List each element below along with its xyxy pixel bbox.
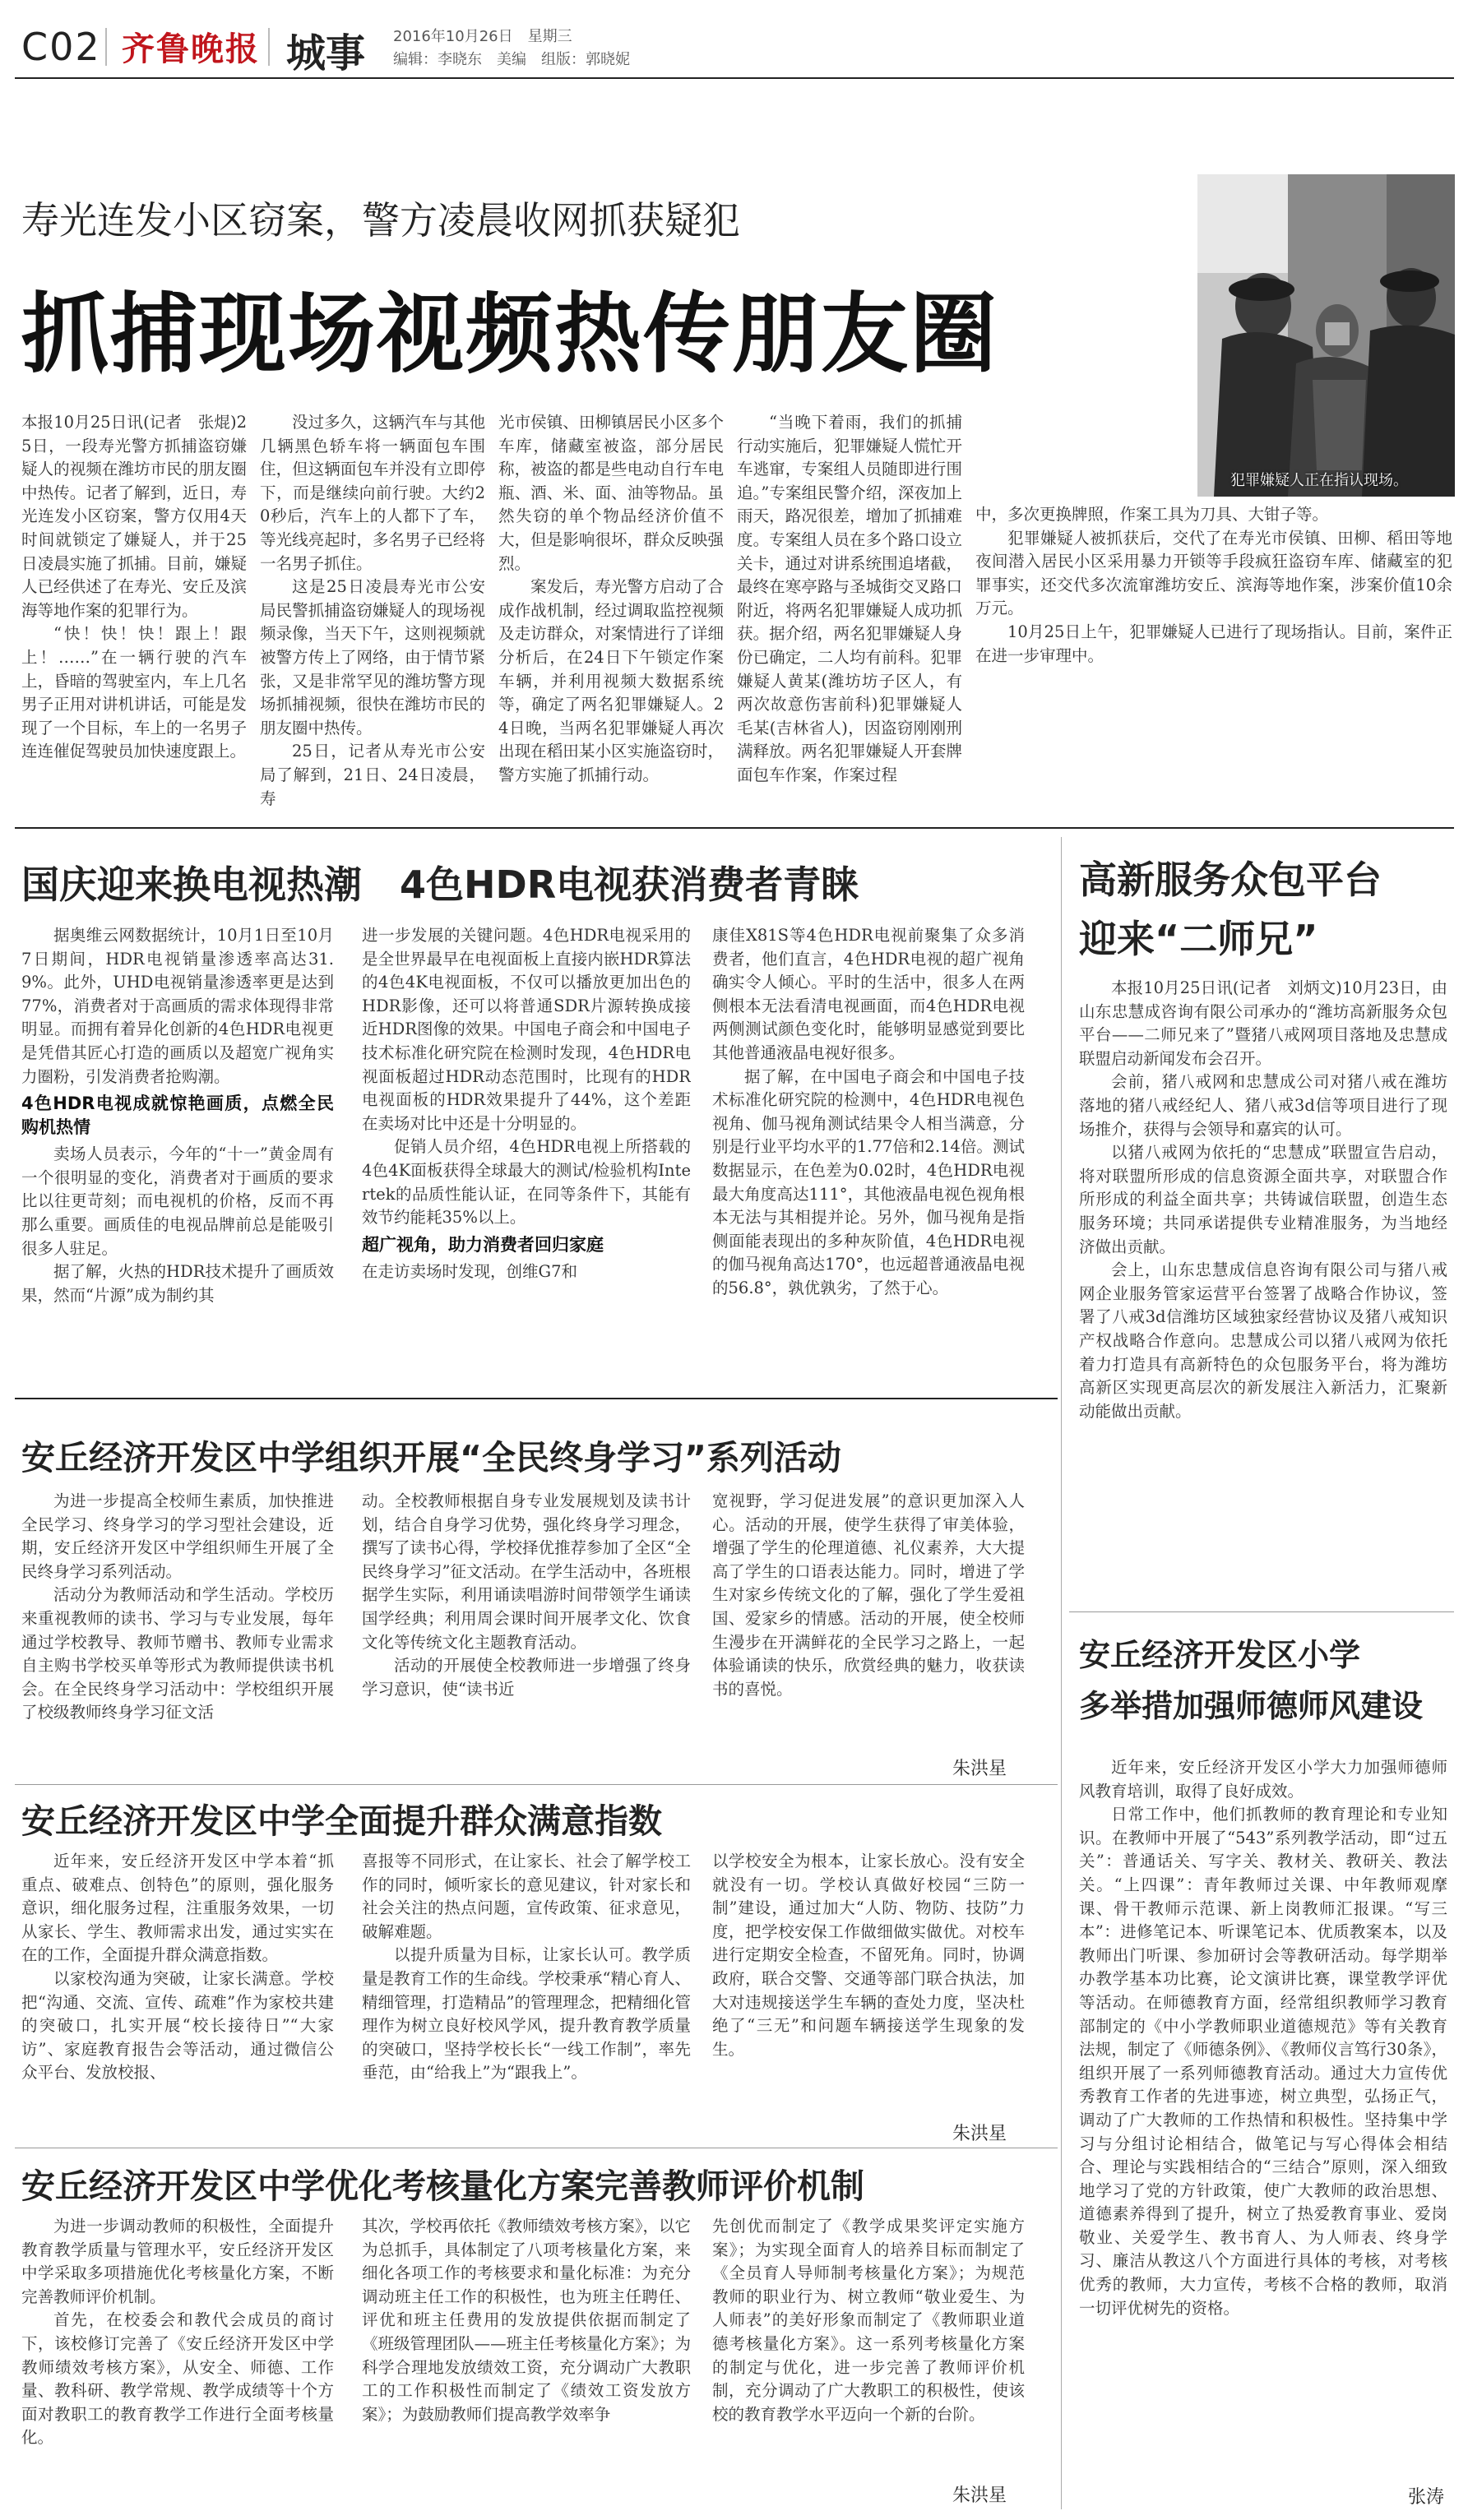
issue-date: 2016年10月26日 星期三	[393, 28, 572, 45]
paragraph: 案发后，寿光警方启动了合成作战机制，经过调取监控视频及走访群众，对案情进行了详细分析后，在24日下午锁定作案车辆，并利用视频大数据系统等，确定了两名犯罪嫌疑人。24日晚，当两名犯罪嫌疑人再次出现在稻田某小区实施盗窃时，警方实施了抓捕行动。	[498, 577, 724, 784]
paragraph: 会上，山东忠慧成信息咨询有限公司与猪八戒网企业服务管家运营平台签署了战略合作协议，签署了八戒3d信潍坊区域独家经营协议及猪八戒知识产权战略合作意向。忠慧成公司以猪八戒网为依托着力打造具有高新特色的众包服务平台，将为潍坊高新区实现更高层次的新发展注入新活力，汇聚新动能做出贡献。	[1079, 1260, 1447, 1421]
tv-column-3	[712, 924, 1025, 1385]
learn-headline: 安丘经济开发区中学组织开展“全民终身学习”系列活动	[21, 1438, 841, 1477]
paragraph: 以学校安全为根本，让家长放心。没有安全就没有一切。学校认真做好校园“三防一制”建设，通过加大“人防、物防、技防”力度，把学校安保工作做细做实做优。对校车进行定期安全检查，不留死角。同时，协调政府，联合交警、交通等部门联合执法，加大对违规接送学生车辆的查处力度，坚决杜绝了“三无”和问题车辆接送学生现象的发生。	[712, 1852, 1025, 2059]
paragraph: 据奥维云网数据统计，10月1日至10月7日期间，HDR电视销量渗透率高达31.9%。此外，UHD电视销量渗透率更是达到77%，消费者对于高画质的需求体现得非常明显。而拥有着异化创新的4色HDR电视更是凭借其匠心打造的画质以及超宽广视角实力圈粉，引发消费者抢购潮。	[21, 926, 334, 1086]
paragraph: 据了解，火热的HDR技术提升了画质效果，然而“片源”成为制约其	[21, 1262, 334, 1305]
sidebar-rule	[1069, 1611, 1454, 1612]
satisfy-column-3	[712, 1850, 1025, 2134]
lead-column-2	[260, 411, 485, 814]
learn-column-3	[712, 1490, 1025, 1773]
paragraph: 活动的开展使全校教师进一步增强了终身学习意识，使“读书近	[362, 1656, 691, 1699]
tv-column-2	[362, 924, 691, 1385]
column-separator	[1061, 837, 1062, 2509]
photo-caption: 犯罪嫌疑人正在指认现场。	[1230, 472, 1408, 489]
paragraph: 据了解，在中国电子商会和中国电子技术标准化研究院的检测中，4色HDR电视色视角、伽马视角测试结果令人相当满意，分别是行业平均水平的1.77倍和2.14倍。测试数据显示，在色差为0.02时，4色HDR电视最大角度高达111°，其他液晶电视色视角根本无法与其相提并论。另外，伽马视角是指侧面能表现出的多种灰阶值，4色HDR电视的伽马视角高达170°，也远超普通液晶电视的56.8°，孰优孰劣，了然于心。	[712, 1066, 1025, 1297]
photo-police-escort-icon	[1197, 174, 1455, 497]
author-byline: 张涛	[1408, 2487, 1445, 2508]
author-byline: 朱洪星	[952, 1759, 1007, 1779]
paragraph: 促销人员介绍，4色HDR电视上所搭载的4色4K面板获得全球最大的测试/检验机构Intertek的品质性能认证，在同等条件下，其能有效节约能耗35%以上。	[362, 1137, 691, 1228]
section-rule	[15, 1784, 1058, 1785]
satisfy-column-2	[362, 1850, 691, 2134]
section-rule	[15, 1398, 1058, 1399]
satisfy-column-1	[21, 1850, 334, 2134]
header-divider	[105, 28, 107, 66]
crowd-headline-line-1: 高新服务众包平台	[1079, 858, 1382, 902]
paragraph: 首先，在校委会和教代会成员的商讨下，该校修订完善了《安丘经济开发区中学教师绩效考核方案》，从安全、师德、工作量、教科研、教学常规、教学成绩等十个方面对教职工的教育教学工作进行全面考核量化。	[21, 2310, 334, 2448]
paragraph: 宽视野，学习促进发展”的意识更加深入人心。活动的开展，使学生获得了审美体验，增强了学生的伦理道德、礼仪素养，大大提高了学生的口语表达能力。同时，增进了学生对家乡传统文化的了解，强化了学生爱祖国、爱家乡的情感。活动的开展，使全校师生漫步在开满鲜花的全民学习之路上，一起体验诵读的快乐，欣赏经典的魅力，收获读书的喜悦。	[712, 1491, 1025, 1699]
paragraph: 没过多久，这辆汽车与其他几辆黑色轿车将一辆面包车围住，但这辆面包车并没有立即停下，而是继续向前行驶。大约20秒后，汽车上的人都下了车，等光线亮起时，多名男子已经将一名男子抓住。	[260, 413, 485, 573]
optimize-column-2	[362, 2215, 691, 2498]
page-number: C02	[21, 25, 101, 69]
optimize-headline: 安丘经济开发区中学优化考核量化方案完善教师评价机制	[21, 2166, 864, 2206]
paragraph: 本报10月25日讯(记者 张焜)25日，一段寿光警方抓捕盗窃嫌疑人的视频在潍坊市民的朋友圈中热传。记者了解到，近日，寿光连发小区窃案，警方仅用4天时间就锁定了嫌疑人，并于25日凌晨实施了抓捕。目前，嫌疑人已经供述了在寿光、安丘及滨海等地作案的犯罪行为。	[21, 413, 247, 620]
paragraph: 会前，猪八戒网和忠慧成公司对猪八戒在潍坊落地的猪八戒经纪人、猪八戒3d信等项目进行了现场推介，获得与会领导和嘉宾的认可。	[1079, 1072, 1447, 1139]
paragraph: 光市侯镇、田柳镇居民小区多个车库，储藏室被盗，部分居民称，被盗的都是些电动自行车电瓶、酒、米、面、油等物品。虽然失窃的单个物品经济价值不大，但是影响很坏，群众反映强烈。	[498, 413, 724, 573]
paragraph: 进一步发展的关键问题。4色HDR电视采用的是全世界最早在电视面板上直接内嵌HDR算法的4色4K电视面板，不仅可以播放更加出色的HDR影像，还可以将普通SDR片源转换成接近HDR图像的效果。中国电子商会和中国电子技术标准化研究院在检测时发现，4色HDR电视面板超过HDR动态范围时，比现有的HDR电视面板的HDR效果提升了44%，这个差距在卖场对比中还是十分明显的。	[362, 926, 691, 1133]
paragraph: 先创优而制定了《教学成果奖评定实施方案》；为实现全面育人的培养目标而制定了《全员育人导师制考核量化方案》；为规范教师的职业行为、树立教师“敬业爱生、为人师表”的美好形象而制定了《教师职业道德考核量化方案》。这一系列考核量化方案的制定与优化，进一步完善了教师评价机制，充分调动了广大教职工的积极性，使该校的教育教学水平迈向一个新的台阶。	[712, 2217, 1025, 2424]
lead-column-5	[975, 503, 1452, 814]
ethics-headline-line-1: 安丘经济开发区小学	[1079, 1637, 1361, 1673]
paragraph: 为进一步调动教师的积极性，全面提升教育教学质量与管理水平，安丘经济开发区中学采取多项措施优化考核量化方案，不断完善教师评价机制。	[21, 2217, 334, 2306]
satisfy-headline: 安丘经济开发区中学全面提升群众满意指数	[21, 1801, 662, 1841]
paragraph: 本报10月25日讯(记者 刘炳文)10月23日，由山东忠慧成咨询有限公司承办的“潍坊高新服务众包平台——二师兄来了”暨猪八戒网项目落地及忠慧成联盟启动新闻发布会召开。	[1079, 978, 1447, 1068]
lead-column-1	[21, 411, 247, 814]
paragraph: 中，多次更换牌照，作案工具为刀具、大钳子等。	[975, 505, 1329, 524]
optimize-column-3	[712, 2215, 1025, 2475]
lead-column-3	[498, 411, 724, 814]
crowd-body	[1079, 977, 1447, 1602]
editors-line: 编辑：李晓东 美编 组版：郭晓妮	[393, 51, 630, 68]
tv-column-1	[21, 924, 334, 1385]
crowd-headline-line-2: 迎来“二师兄”	[1079, 917, 1318, 961]
ethics-body	[1079, 1756, 1447, 2476]
paragraph: 10月25日上午，犯罪嫌疑人已进行了现场指认。目前，案件正在进一步审理中。	[975, 622, 1452, 665]
lead-column-4	[737, 411, 962, 814]
lead-column-5-inner	[975, 503, 1452, 668]
paragraph: 卖场人员表示，今年的“十一”黄金周有一个很明显的变化，消费者对于画质的要求比以往更苛刻；而电视机的价格，反而不再那么重要。画质佳的电视品牌前总是能吸引很多人驻足。	[21, 1144, 334, 1258]
paragraph: 这是25日凌晨寿光市公安局民警抓捕盗窃嫌疑人的现场视频录像，当天下午，这则视频就被警方传上了网络，由于情节紧张，又是非常罕见的潍坊警方现场抓捕视频，很快在潍坊市民的朋友圈中热传。	[260, 577, 485, 738]
lead-photo	[1197, 174, 1455, 497]
learn-column-1	[21, 1490, 334, 1773]
paragraph: 以提升质量为目标，让家长认可。教学质量是教育工作的生命线。学校秉承“精心育人、精细管理，打造精品”的管理理念，把精细化管理作为树立良好校风学风，提升教育教学质量的突破口，坚持学校长长“一线工作制”，率先垂范，由“给我上”为“跟我上”。	[362, 1945, 691, 2083]
paragraph: 25日，记者从寿光市公安局了解到，21日、24日凌晨，寿	[260, 742, 485, 808]
paragraph: 犯罪嫌疑人被抓获后，交代了在寿光市侯镇、田柳、稻田等地夜间潜入居民小区采用暴力开锁等手段疯狂盗窃车库、储藏室的犯罪事实，还交代多次流窜潍坊安丘、滨海等地作案，涉案价值10余万元。	[975, 528, 1452, 618]
paragraph: “当晚下着雨，我们的抓捕行动实施后，犯罪嫌疑人慌忙开车逃窜，专案组人员随即进行围追。”专案组民警介绍，深夜加上雨天，路况很差，增加了抓捕难度。专案组人员在多个路口设立关卡，通过对讲系统围追堵截，最终在寒亭路与圣城街交叉路口附近，将两名犯罪嫌疑人成功抓获。据介绍，两名犯罪嫌疑人身份已确定，二人均有前科。犯罪嫌疑人黄某(潍坊坊子区人，有两次故意伤害前科)犯罪嫌疑人毛某(吉林省人)，因盗窃刚刚刑满释放。两名犯罪嫌疑人开套牌面包车作案，作案过程	[737, 413, 962, 784]
section-title: 城事	[286, 30, 366, 76]
lead-headline: 抓捕现场视频热传朋友圈	[21, 284, 998, 385]
optimize-column-1	[21, 2215, 334, 2498]
paragraph: 以猪八戒网为依托的“忠慧成”联盟宣告启动，将对联盟所形成的信息资源全面共享，对联盟合作所形成的利益全面共享；共铸诚信联盟，创造生态服务环境；共同承诺提供专业精准服务，为当地经济做出贡献。	[1079, 1143, 1447, 1256]
paragraph: 以家校沟通为突破，让家长满意。学校把“沟通、交流、宣传、疏难”作为家校共建的突破口，扎实开展“校长接待日”“大家访”、家庭教育报告会等活动，通过微信公众平台、发放校报、	[21, 1968, 334, 2083]
paragraph: 为进一步提高全校师生素质，加快推进全民学习、终身学习的学习型社会建设，近期，安丘经济开发区中学组织师生开展了全民终身学习系列活动。	[21, 1491, 334, 1581]
paragraph: 近年来，安丘经济开发区中学本着“抓重点、破难点、创特色”的原则，强化服务意识，细化服务过程，注重服务效果，一切从家长、学生、教师需求出发，通过实实在在的工作，全面提升群众满意指数。	[21, 1852, 334, 1965]
header-rule	[15, 77, 1454, 79]
paragraph: 喜报等不同形式，在让家长、社会了解学校工作的同时，倾听家长的意见建议，针对家长和社会关注的热点问题，宣传政策、征求意见，破解难题。	[362, 1852, 691, 1941]
ethics-headline-line-2: 多举措加强师德师风建设	[1079, 1688, 1424, 1724]
lead-subtitle: 寿光连发小区窃案，警方凌晨收网抓获疑犯	[21, 198, 740, 243]
learn-column-2	[362, 1490, 691, 1773]
author-byline: 朱洪星	[952, 2124, 1007, 2144]
author-byline: 朱洪星	[952, 2485, 1007, 2506]
paragraph: 近年来，安丘经济开发区小学大力加强师德师风教育培训，取得了良好成效。	[1079, 1758, 1447, 1801]
tv-headline: 国庆迎来换电视热潮 4色HDR电视获消费者青睐	[21, 862, 859, 907]
header-divider	[268, 28, 270, 66]
newspaper-logo: 齐鲁晚报	[122, 30, 260, 68]
paragraph: “快！快！快！跟上！跟上！……”在一辆行驶的汽车上，昏暗的驾驶室内，车上几名男子正用对讲机讲话，可能是发现了一个目标，车上的一名男子连连催促驾驶员加快速度跟上。	[21, 624, 247, 761]
tv-subhead-1: 4色HDR电视成就惊艳画质，点燃全民购机热情	[21, 1094, 334, 1138]
paragraph: 在走访卖场时发现，创维G7和	[362, 1261, 577, 1281]
section-rule	[15, 827, 1454, 829]
paragraph: 动。全校教师根据自身专业发展规划及读书计划，结合自身学习优势，强化终身学习理念，撰写了读书心得，学校择优推荐参加了全区“全民终身学习”征文活动。在学生活动中，各班根据学生实际，利用诵读唱游时间带领学生诵读国学经典；利用周会课时间开展孝文化、饮食文化等传统文化主题教育活动。	[362, 1491, 691, 1652]
paragraph: 其次，学校再依托《教师绩效考核方案》，以它为总抓手，具体制定了八项考核量化方案，来细化各项工作的考核要求和量化标准：为充分调动班主任工作的积极性，也为班主任聘任、评优和班主任费用的发放提供依据而制定了《班级管理团队——班主任考核量化方案》；为科学合理地发放绩效工资，充分调动广大教职工的工作积极性而制定了《绩效工资发放方案》；为鼓励教师们提高教学效率争	[362, 2217, 691, 2424]
paragraph: 康佳X81S等4色HDR电视前聚集了众多消费者，他们直言，4色HDR电视的超广视角确实令人倾心。平时的生活中，很多人在两侧根本无法看清电视画面，而4色HDR电视两侧测试颜色变化时，能够明显感觉到要比其他普通液晶电视好很多。	[712, 926, 1025, 1062]
paragraph: 日常工作中，他们抓教师的教育理论和专业知识。在教师中开展了“543”系列教学活动，即“过五关”：普通话关、写字关、教材关、教研关、教法关。“上四课”：青年教师过关课、中年教师观摩课、骨干教师示范课、新上岗教师汇报课。“写三本”：进修笔记本、听课笔记本、优质教案本，以及教师出门听课、参加研讨会等教研活动。每学期举办教学基本功比赛，论文演讲比赛，课堂教学评优等活动。在师德教育方面，经常组织教师学习教育部制定的《中小学教师职业道德规范》等有关教育法规，制定了《师德条例》、《教师仪言笃行30条》，组织开展了一系列师德教育活动。通过大力宣传优秀教育工作者的先进事迹，树立典型，弘扬正气，调动了广大教师的工作热情和积极性。坚持集中学习与分组讨论相结合，做笔记与写心得体会相结合、理论与实践相结合的“三结合”原则，深入细致地学习了党的方针政策，使广大教师的政治思想、道德素养得到了提升，树立了热爱教育事业、爱岗敬业、关爱学生、教书育人、为人师表、终身学习、廉洁从教这八个方面进行具体的考核，对考核优秀的教师，大力宣传，考核不合格的教师，取消一切评优树先的资格。	[1079, 1805, 1447, 2318]
paragraph: 活动分为教师活动和学生活动。学校历来重视教师的读书、学习与专业发展，每年通过学校教导、教师节赠书、教师专业需求自主购书学校买单等形式为教师提供读书机会。在全民终身学习活动中：学校组织开展了校级教师终身学习征文活	[21, 1585, 334, 1722]
tv-subhead-2: 超广视角，助力消费者回归家庭	[362, 1234, 604, 1255]
